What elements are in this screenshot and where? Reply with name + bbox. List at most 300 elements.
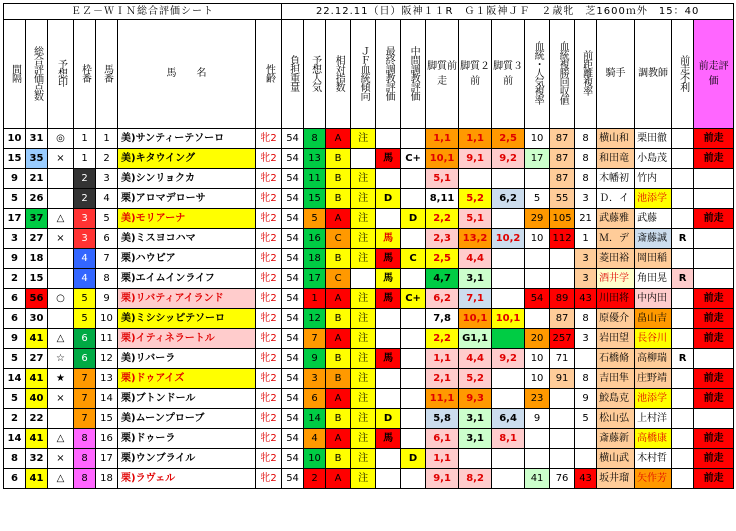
jockey-cell: 武藤雅 bbox=[597, 209, 635, 229]
prev-dist-cell: 9 bbox=[575, 389, 597, 409]
interval-cell: 2 bbox=[4, 269, 26, 289]
interval-cell: 9 bbox=[4, 249, 26, 269]
sex-age-cell: 牝2 bbox=[256, 289, 282, 309]
horse-row bbox=[4, 329, 734, 349]
popularity-cell: 6 bbox=[304, 389, 326, 409]
interval-cell: 15 bbox=[4, 149, 26, 169]
sex-age-cell: 牝2 bbox=[256, 349, 282, 369]
blood-pop-cell: 23 bbox=[525, 389, 550, 409]
interval-cell: 9 bbox=[4, 329, 26, 349]
jf-blood-cell: 注 bbox=[351, 209, 376, 229]
frame-cell: 8 bbox=[74, 469, 96, 489]
final-training-cell: D bbox=[376, 409, 401, 429]
horse-no-cell: 2 bbox=[96, 149, 118, 169]
prev-bad-cell bbox=[672, 149, 694, 169]
weight-cell: 54 bbox=[282, 389, 304, 409]
jf-blood-cell: 注 bbox=[351, 409, 376, 429]
prev-bad-cell bbox=[672, 309, 694, 329]
prev-dist-cell bbox=[575, 429, 597, 449]
blood-recovery-cell: 87 bbox=[550, 169, 575, 189]
prev-dist-cell: 5 bbox=[575, 409, 597, 429]
final-training-cell bbox=[376, 169, 401, 189]
horse-row bbox=[4, 369, 734, 389]
popularity-cell: 17 bbox=[304, 269, 326, 289]
leg-prev-cell: 2,2 bbox=[426, 209, 459, 229]
mark-cell bbox=[48, 409, 74, 429]
leg-prev-cell: 2,1 bbox=[426, 369, 459, 389]
jf-blood-cell: 注 bbox=[351, 429, 376, 449]
mark-cell: △ bbox=[48, 469, 74, 489]
horse-name-cell: 美)シンリョクカ bbox=[118, 169, 256, 189]
horse-row bbox=[4, 189, 734, 209]
prev-bad-cell bbox=[672, 409, 694, 429]
frame-cell: 7 bbox=[74, 369, 96, 389]
leg-prev-cell: 1,1 bbox=[426, 449, 459, 469]
sex-age-cell: 牝2 bbox=[256, 429, 282, 449]
race-info: 22.12.11（日）阪神１１R Ｇ１阪神ＪＦ ２歳牝 芝1600ｍ外 15：40 bbox=[282, 4, 734, 20]
leg-prev-cell: 2,2 bbox=[426, 329, 459, 349]
horse-name-cell: 栗)ドゥーラ bbox=[118, 429, 256, 449]
relative-cell: B bbox=[326, 149, 351, 169]
prev-eval-cell: 前走 bbox=[694, 129, 734, 149]
leg-2-cell bbox=[459, 449, 492, 469]
horse-no-cell: 3 bbox=[96, 169, 118, 189]
mark-cell: △ bbox=[48, 429, 74, 449]
horse-row bbox=[4, 269, 734, 289]
leg-prev-cell: 2,3 bbox=[426, 229, 459, 249]
final-training-cell: 馬 bbox=[376, 249, 401, 269]
leg-3-cell: 10,2 bbox=[492, 229, 525, 249]
trainer-cell: 武藤 bbox=[635, 209, 672, 229]
leg-2-cell: 4,4 bbox=[459, 349, 492, 369]
prev-dist-cell: 3 bbox=[575, 329, 597, 349]
prev-dist-cell: 8 bbox=[575, 149, 597, 169]
mid-training-cell bbox=[401, 349, 426, 369]
mid-training-cell bbox=[401, 169, 426, 189]
leg-2-cell: 5,2 bbox=[459, 369, 492, 389]
horse-name-cell: 栗)イティネラートル bbox=[118, 329, 256, 349]
prev-eval-cell: 前走 bbox=[694, 369, 734, 389]
horse-no-cell: 7 bbox=[96, 249, 118, 269]
leg-3-cell: 9,2 bbox=[492, 349, 525, 369]
total-score-cell: 18 bbox=[26, 249, 48, 269]
relative-cell: C bbox=[326, 269, 351, 289]
total-score-cell: 27 bbox=[26, 229, 48, 249]
horse-row bbox=[4, 449, 734, 469]
blood-pop-cell: 10 bbox=[525, 369, 550, 389]
header-jockey: 騎手 bbox=[597, 20, 635, 129]
weight-cell: 54 bbox=[282, 249, 304, 269]
blood-recovery-cell: 87 bbox=[550, 309, 575, 329]
horse-name-cell: 栗)ブトンドール bbox=[118, 389, 256, 409]
final-training-cell bbox=[376, 389, 401, 409]
header-mid-training: 中間調教評価 bbox=[401, 20, 426, 129]
blood-pop-cell: 5 bbox=[525, 189, 550, 209]
leg-3-cell bbox=[492, 169, 525, 189]
trainer-cell: 中内田 bbox=[635, 289, 672, 309]
weight-cell: 54 bbox=[282, 369, 304, 389]
sex-age-cell: 牝2 bbox=[256, 469, 282, 489]
trainer-cell: 高柳瑞 bbox=[635, 349, 672, 369]
interval-cell: 14 bbox=[4, 369, 26, 389]
prev-eval-cell bbox=[694, 349, 734, 369]
mid-training-cell: D bbox=[401, 209, 426, 229]
total-score-cell: 26 bbox=[26, 189, 48, 209]
mid-training-cell bbox=[401, 329, 426, 349]
blood-recovery-cell bbox=[550, 249, 575, 269]
relative-cell: B bbox=[326, 249, 351, 269]
leg-prev-cell: 7,8 bbox=[426, 309, 459, 329]
header-trainer: 調教師 bbox=[635, 20, 672, 129]
relative-cell: A bbox=[326, 389, 351, 409]
header-prev-dist: 前距離複率 bbox=[575, 20, 597, 129]
total-score-cell: 41 bbox=[26, 429, 48, 449]
header-leg-prev: 脚質前走 bbox=[426, 20, 459, 129]
weight-cell: 54 bbox=[282, 209, 304, 229]
relative-cell: B bbox=[326, 369, 351, 389]
final-training-cell: D bbox=[376, 189, 401, 209]
frame-cell: 2 bbox=[74, 169, 96, 189]
blood-recovery-cell bbox=[550, 429, 575, 449]
blood-pop-cell: 9 bbox=[525, 409, 550, 429]
sex-age-cell: 牝2 bbox=[256, 169, 282, 189]
trainer-cell: 竹内 bbox=[635, 169, 672, 189]
blood-pop-cell: 10 bbox=[525, 129, 550, 149]
interval-cell: 9 bbox=[4, 169, 26, 189]
frame-cell: 1 bbox=[74, 149, 96, 169]
final-training-cell: 馬 bbox=[376, 269, 401, 289]
leg-prev-cell: 5,1 bbox=[426, 169, 459, 189]
header-frame: 枠番 bbox=[74, 20, 96, 129]
jockey-cell: 菱田裕 bbox=[597, 249, 635, 269]
jockey-cell: 木幡初 bbox=[597, 169, 635, 189]
prev-bad-cell bbox=[672, 469, 694, 489]
jockey-cell: 横山和 bbox=[597, 129, 635, 149]
trainer-cell: 高橋康 bbox=[635, 429, 672, 449]
leg-prev-cell: 6,1 bbox=[426, 429, 459, 449]
blood-recovery-cell bbox=[550, 449, 575, 469]
leg-2-cell: 9,3 bbox=[459, 389, 492, 409]
jockey-cell: 川田将 bbox=[597, 289, 635, 309]
trainer-cell: 庄野靖 bbox=[635, 369, 672, 389]
jockey-cell: 横山武 bbox=[597, 449, 635, 469]
prev-bad-cell bbox=[672, 329, 694, 349]
jockey-cell: 原優介 bbox=[597, 309, 635, 329]
mark-cell: ★ bbox=[48, 369, 74, 389]
sex-age-cell: 牝2 bbox=[256, 249, 282, 269]
weight-cell: 54 bbox=[282, 329, 304, 349]
mark-cell: ○ bbox=[48, 289, 74, 309]
frame-cell: 7 bbox=[74, 409, 96, 429]
horse-name-cell: 栗)アロマデローサ bbox=[118, 189, 256, 209]
jf-blood-cell bbox=[351, 269, 376, 289]
sex-age-cell: 牝2 bbox=[256, 389, 282, 409]
horse-name-cell: 美)キタウイング bbox=[118, 149, 256, 169]
horse-row bbox=[4, 469, 734, 489]
blood-pop-cell: 10 bbox=[525, 229, 550, 249]
total-score-cell: 27 bbox=[26, 349, 48, 369]
prev-eval-cell: 前走 bbox=[694, 209, 734, 229]
mid-training-cell bbox=[401, 229, 426, 249]
horse-name-cell: 栗)ウンブライル bbox=[118, 449, 256, 469]
jockey-cell: 吉田隼 bbox=[597, 369, 635, 389]
leg-2-cell: 9,1 bbox=[459, 149, 492, 169]
prev-bad-cell bbox=[672, 389, 694, 409]
weight-cell: 54 bbox=[282, 409, 304, 429]
blood-pop-cell: 10 bbox=[525, 349, 550, 369]
leg-3-cell bbox=[492, 269, 525, 289]
mid-training-cell: C bbox=[401, 249, 426, 269]
prev-eval-cell: 前走 bbox=[694, 449, 734, 469]
weight-cell: 54 bbox=[282, 149, 304, 169]
header-blood-recovery: 血統複勝回収値 bbox=[550, 20, 575, 129]
horse-no-cell: 12 bbox=[96, 349, 118, 369]
popularity-cell: 3 bbox=[304, 369, 326, 389]
jockey-cell: Ｄ．イ bbox=[597, 189, 635, 209]
total-score-cell: 40 bbox=[26, 389, 48, 409]
prev-dist-cell: 43 bbox=[575, 469, 597, 489]
horse-no-cell: 9 bbox=[96, 289, 118, 309]
jockey-cell: Ｍ．デ bbox=[597, 229, 635, 249]
sex-age-cell: 牝2 bbox=[256, 329, 282, 349]
interval-cell: 5 bbox=[4, 349, 26, 369]
header-prev-bad: 前走不利 bbox=[672, 20, 694, 129]
total-score-cell: 37 bbox=[26, 209, 48, 229]
weight-cell: 54 bbox=[282, 229, 304, 249]
relative-cell: A bbox=[326, 469, 351, 489]
horse-no-cell: 13 bbox=[96, 369, 118, 389]
prev-eval-cell: 前走 bbox=[694, 389, 734, 409]
prev-eval-cell bbox=[694, 269, 734, 289]
blood-pop-cell bbox=[525, 269, 550, 289]
leg-prev-cell: 1,1 bbox=[426, 129, 459, 149]
prev-dist-cell: 8 bbox=[575, 309, 597, 329]
prev-eval-cell bbox=[694, 229, 734, 249]
popularity-cell: 11 bbox=[304, 169, 326, 189]
popularity-cell: 1 bbox=[304, 289, 326, 309]
jf-blood-cell: 注 bbox=[351, 329, 376, 349]
prev-eval-cell bbox=[694, 409, 734, 429]
header-mark: 予想印 bbox=[48, 20, 74, 129]
final-training-cell: 馬 bbox=[376, 349, 401, 369]
leg-3-cell bbox=[492, 389, 525, 409]
horse-name-cell: 栗)エイムインライフ bbox=[118, 269, 256, 289]
sex-age-cell: 牝2 bbox=[256, 229, 282, 249]
horse-row bbox=[4, 129, 734, 149]
horse-name-cell: 栗)ラヴェル bbox=[118, 469, 256, 489]
jf-blood-cell: 注 bbox=[351, 469, 376, 489]
weight-cell: 54 bbox=[282, 309, 304, 329]
relative-cell: B bbox=[326, 309, 351, 329]
jf-blood-cell: 注 bbox=[351, 169, 376, 189]
trainer-cell: 斎藤誠 bbox=[635, 229, 672, 249]
prev-dist-cell: 3 bbox=[575, 269, 597, 289]
frame-cell: 5 bbox=[74, 289, 96, 309]
horse-row bbox=[4, 229, 734, 249]
prev-dist-cell: 3 bbox=[575, 189, 597, 209]
jockey-cell: 岩田望 bbox=[597, 329, 635, 349]
horse-name-cell: 美)ミシシッピテソーロ bbox=[118, 309, 256, 329]
mark-cell: ◎ bbox=[48, 129, 74, 149]
prev-eval-cell: 前走 bbox=[694, 469, 734, 489]
final-training-cell bbox=[376, 469, 401, 489]
weight-cell: 54 bbox=[282, 269, 304, 289]
total-score-cell: 56 bbox=[26, 289, 48, 309]
horse-no-cell: 16 bbox=[96, 429, 118, 449]
relative-cell: B bbox=[326, 349, 351, 369]
relative-cell: C bbox=[326, 229, 351, 249]
total-score-cell: 41 bbox=[26, 329, 48, 349]
interval-cell: 6 bbox=[4, 289, 26, 309]
interval-cell: 17 bbox=[4, 209, 26, 229]
sex-age-cell: 牝2 bbox=[256, 449, 282, 469]
horse-row bbox=[4, 429, 734, 449]
horse-name-cell: 美)ムーンプローブ bbox=[118, 409, 256, 429]
leg-2-cell bbox=[459, 169, 492, 189]
header-popularity: 予想人気 bbox=[304, 20, 326, 129]
prev-bad-cell: R bbox=[672, 229, 694, 249]
total-score-cell: 21 bbox=[26, 169, 48, 189]
popularity-cell: 9 bbox=[304, 349, 326, 369]
interval-cell: 5 bbox=[4, 389, 26, 409]
popularity-cell: 12 bbox=[304, 309, 326, 329]
prev-eval-cell: 前走 bbox=[694, 429, 734, 449]
frame-cell: 8 bbox=[74, 449, 96, 469]
horse-row bbox=[4, 249, 734, 269]
jockey-cell: 松山弘 bbox=[597, 409, 635, 429]
prev-bad-cell bbox=[672, 429, 694, 449]
leg-prev-cell: 10,1 bbox=[426, 149, 459, 169]
prev-bad-cell bbox=[672, 289, 694, 309]
frame-cell: 4 bbox=[74, 249, 96, 269]
blood-pop-cell bbox=[525, 249, 550, 269]
leg-2-cell: 7,1 bbox=[459, 289, 492, 309]
horse-row bbox=[4, 349, 734, 369]
interval-cell: 5 bbox=[4, 189, 26, 209]
jf-blood-cell: 注 bbox=[351, 309, 376, 329]
leg-3-cell bbox=[492, 249, 525, 269]
horse-row bbox=[4, 409, 734, 429]
total-score-cell: 31 bbox=[26, 129, 48, 149]
horse-row bbox=[4, 289, 734, 309]
prev-eval-cell bbox=[694, 249, 734, 269]
header-prev-eval: 前走評価 bbox=[694, 20, 734, 129]
weight-cell: 54 bbox=[282, 189, 304, 209]
total-score-cell: 22 bbox=[26, 409, 48, 429]
popularity-cell: 5 bbox=[304, 209, 326, 229]
mark-cell: △ bbox=[48, 209, 74, 229]
leg-2-cell: 8,2 bbox=[459, 469, 492, 489]
relative-cell: A bbox=[326, 289, 351, 309]
prev-dist-cell: 1 bbox=[575, 229, 597, 249]
mid-training-cell: D bbox=[401, 449, 426, 469]
blood-recovery-cell: 76 bbox=[550, 469, 575, 489]
mark-cell: × bbox=[48, 389, 74, 409]
mark-cell: × bbox=[48, 149, 74, 169]
final-training-cell: 馬 bbox=[376, 229, 401, 249]
leg-3-cell: 10,1 bbox=[492, 309, 525, 329]
popularity-cell: 13 bbox=[304, 149, 326, 169]
sex-age-cell: 牝2 bbox=[256, 149, 282, 169]
relative-cell: B bbox=[326, 409, 351, 429]
total-score-cell: 32 bbox=[26, 449, 48, 469]
blood-recovery-cell bbox=[550, 389, 575, 409]
prev-bad-cell: R bbox=[672, 349, 694, 369]
leg-3-cell bbox=[492, 369, 525, 389]
horse-row bbox=[4, 149, 734, 169]
leg-3-cell: 9,2 bbox=[492, 149, 525, 169]
weight-cell: 54 bbox=[282, 429, 304, 449]
horse-no-cell: 5 bbox=[96, 209, 118, 229]
leg-2-cell: 3,1 bbox=[459, 409, 492, 429]
prev-eval-cell: 前走 bbox=[694, 149, 734, 169]
interval-cell: 3 bbox=[4, 229, 26, 249]
final-training-cell bbox=[376, 209, 401, 229]
horse-no-cell: 17 bbox=[96, 449, 118, 469]
header-relative: 相対指数 bbox=[326, 20, 351, 129]
horse-no-cell: 1 bbox=[96, 129, 118, 149]
leg-3-cell: 6,2 bbox=[492, 189, 525, 209]
horse-name-cell: 美)リバーラ bbox=[118, 349, 256, 369]
frame-cell: 1 bbox=[74, 129, 96, 149]
final-training-cell: 馬 bbox=[376, 289, 401, 309]
header-total-score: 総合評価点数 bbox=[26, 20, 48, 129]
jf-blood-cell: 注 bbox=[351, 229, 376, 249]
sex-age-cell: 牝2 bbox=[256, 129, 282, 149]
prev-eval-cell bbox=[694, 169, 734, 189]
leg-3-cell: 6,4 bbox=[492, 409, 525, 429]
prev-bad-cell bbox=[672, 449, 694, 469]
leg-prev-cell: 11,1 bbox=[426, 389, 459, 409]
relative-cell: B bbox=[326, 189, 351, 209]
blood-pop-cell: 17 bbox=[525, 149, 550, 169]
jf-blood-cell: 注 bbox=[351, 389, 376, 409]
blood-pop-cell bbox=[525, 169, 550, 189]
mid-training-cell bbox=[401, 129, 426, 149]
horse-name-cell: 美)サンティーテソーロ bbox=[118, 129, 256, 149]
leg-prev-cell: 9,1 bbox=[426, 469, 459, 489]
trainer-cell: 池添学 bbox=[635, 389, 672, 409]
mid-training-cell bbox=[401, 409, 426, 429]
blood-recovery-cell bbox=[550, 409, 575, 429]
frame-cell: 6 bbox=[74, 349, 96, 369]
trainer-cell: 岡田稲 bbox=[635, 249, 672, 269]
weight-cell: 54 bbox=[282, 169, 304, 189]
mid-training-cell bbox=[401, 389, 426, 409]
trainer-cell: 矢作芳 bbox=[635, 469, 672, 489]
prev-bad-cell bbox=[672, 369, 694, 389]
jockey-cell: 酒井学 bbox=[597, 269, 635, 289]
header-horse-name: 馬 名 bbox=[118, 20, 256, 129]
horse-name-cell: 美)ミスヨコハマ bbox=[118, 229, 256, 249]
jf-blood-cell: 注 bbox=[351, 289, 376, 309]
blood-pop-cell bbox=[525, 449, 550, 469]
interval-cell: 10 bbox=[4, 129, 26, 149]
prev-dist-cell: 8 bbox=[575, 169, 597, 189]
interval-cell: 8 bbox=[4, 449, 26, 469]
blood-pop-cell: 54 bbox=[525, 289, 550, 309]
weight-cell: 54 bbox=[282, 469, 304, 489]
trainer-cell: 畠山吉 bbox=[635, 309, 672, 329]
relative-cell: B bbox=[326, 449, 351, 469]
mark-cell bbox=[48, 189, 74, 209]
blood-recovery-cell: 91 bbox=[550, 369, 575, 389]
evaluation-sheet bbox=[3, 3, 734, 489]
prev-eval-cell: 前走 bbox=[694, 309, 734, 329]
blood-pop-cell bbox=[525, 429, 550, 449]
prev-bad-cell: R bbox=[672, 269, 694, 289]
relative-cell: A bbox=[326, 329, 351, 349]
